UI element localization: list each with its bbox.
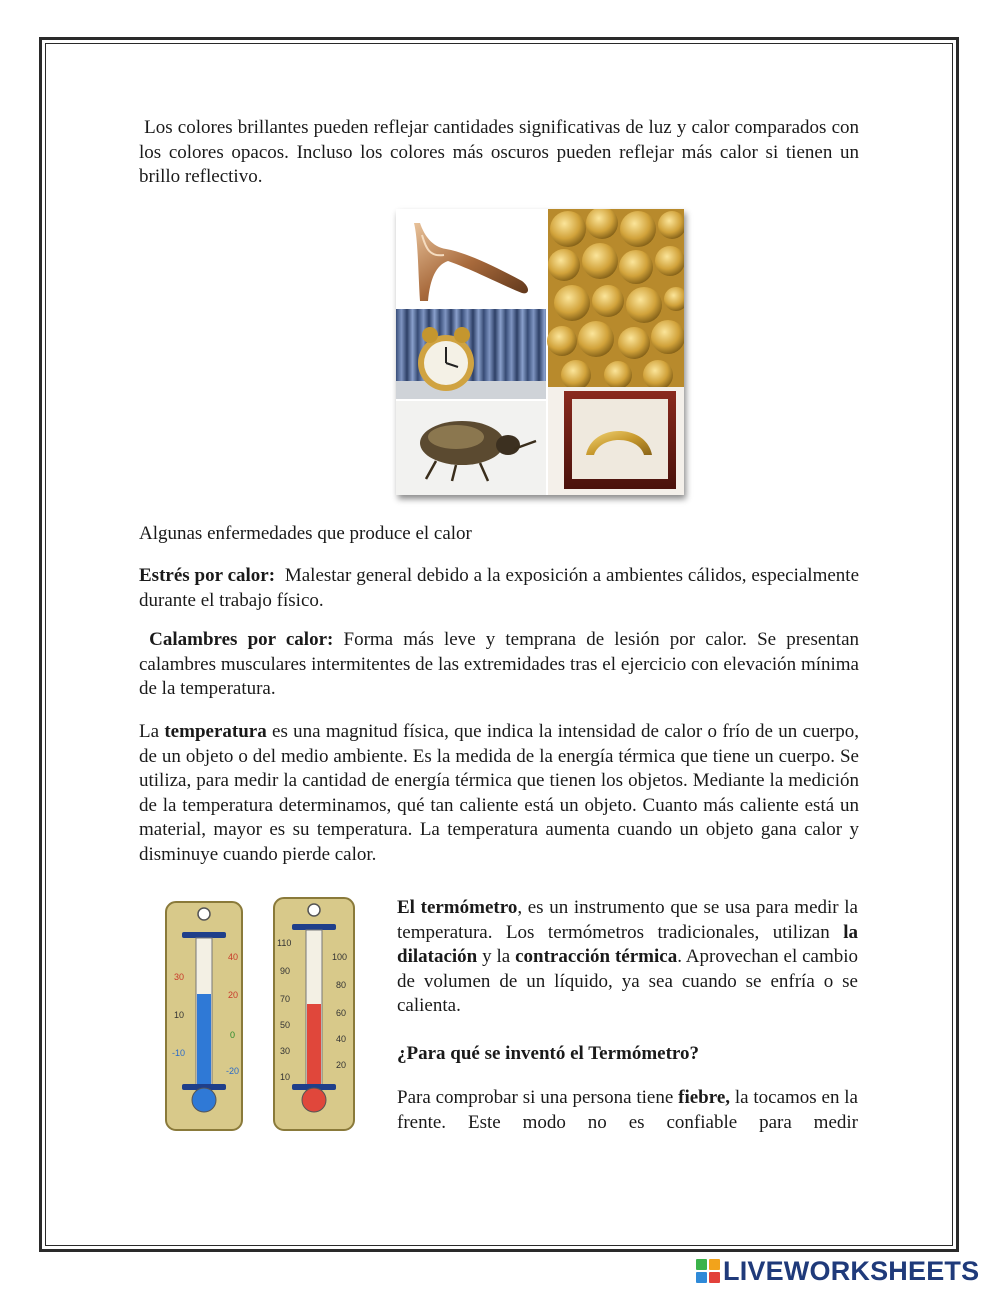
alarm-clock-image — [396, 309, 546, 399]
right-scale-left-1: 90 — [280, 966, 291, 976]
right-scale-left-2: 70 — [280, 994, 291, 1004]
intro-paragraph: Los colores brillantes pueden reflejar cantidades significativas de luz y calor comparados con los colores opacos. Incluso los colores más oscuros pueden reflejar más calor si tienen un brillo reflectivo. — [139, 117, 860, 187]
left-scale-right-3: -20 — [226, 1066, 240, 1076]
left-scale-left-0: 30 — [174, 972, 185, 982]
gold-ring-image — [548, 387, 684, 495]
left-scale-left-2: -10 — [172, 1048, 186, 1058]
left-scale-left-1: 10 — [174, 1010, 185, 1020]
beetle-image — [396, 401, 546, 495]
left-scale-right-2: 0 — [230, 1030, 236, 1040]
right-thermometer-image — [274, 898, 354, 1130]
liveworksheets-logo-icon — [696, 1259, 720, 1283]
right-scale-right-4: 20 — [336, 1060, 347, 1070]
heat-stress-paragraph: Estrés por calor: Malestar general debido a la exposición a ambientes cálidos, especialmente durante el trabajo físico. — [139, 565, 859, 611]
right-scale-right-2: 60 — [336, 1008, 347, 1018]
gold-coins-image — [547, 209, 684, 390]
thermometer-question: ¿Para qué se inventó el Termómetro? — [397, 1043, 700, 1064]
liveworksheets-logo — [696, 1256, 979, 1286]
right-scale-left-4: 30 — [280, 1046, 291, 1056]
right-scale-right-1: 80 — [336, 980, 347, 990]
right-scale-right-3: 40 — [336, 1034, 347, 1044]
right-scale-right-0: 100 — [332, 952, 348, 962]
fever-paragraph: Para comprobar si una persona tiene fiebre, la tocamos en la frente. Este modo no es confiable para medir — [397, 1087, 858, 1133]
right-scale-left-0: 110 — [277, 938, 292, 948]
shiny-objects-collage — [396, 209, 684, 495]
thermometer-paragraph: El termómetro, es un instrumento que se usa para medir la temperatura. Los termómetros tradicionales, utilizan la dilatación y la contracción térmica. Aprovechan el cambio de volumen de un líquido, ya sea cuando se enfría o se calienta. — [397, 897, 859, 1016]
heat-cramps-paragraph: Calambres por calor: Forma más leve y temprana de lesión por calor. Se presentan calambres musculares intermitentes de las extremidades tras el ejercicio con elevación mínima de la temperatura. — [139, 629, 859, 699]
left-scale-right-0: 40 — [228, 952, 239, 962]
right-scale-left-3: 50 — [280, 1020, 291, 1030]
liveworksheets-brand: LIVEWORKSHEETS — [723, 1255, 980, 1286]
temperature-paragraph: La temperatura es una magnitud física, que indica la intensidad de calor o frío de un cuerpo, de un objeto o del medio ambiente. Es la medida de la energía térmica que tiene un cuerpo. Se utiliza, para medir la cantidad de energía térmica que tienen los objetos. Mediante la medición de la temperatura determinamos, qué tan caliente está un objeto. Cuanto más caliente está un material, mayor es su temperatura. La temperatura aumenta cuando un objeto gana calor y disminuye cuando pierde calor. — [139, 721, 860, 865]
thermometers-illustration — [160, 894, 360, 1134]
right-scale-left-5: 10 — [280, 1072, 291, 1082]
left-thermometer-image — [166, 902, 242, 1130]
illnesses-heading: Algunas enfermedades que produce el calor — [139, 523, 472, 544]
left-scale-right-1: 20 — [228, 990, 239, 1000]
